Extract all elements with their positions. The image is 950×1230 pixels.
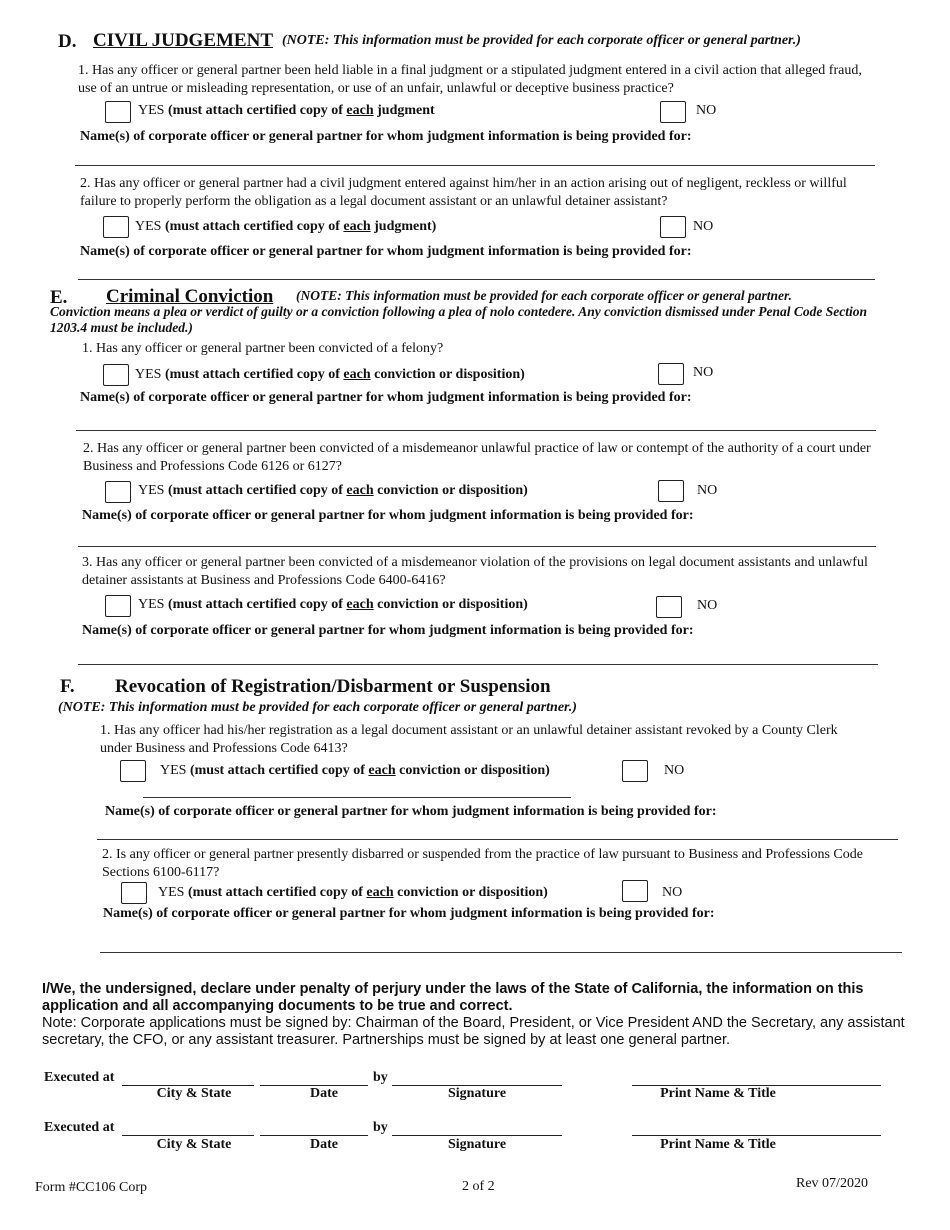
section-d-title: CIVIL JUDGEMENT: [93, 30, 273, 51]
date-caption-2: Date: [310, 1137, 338, 1152]
print-name-field-2[interactable]: [632, 1135, 881, 1136]
e-q2-yes-label: YES (must attach certified copy of each conviction or disposition): [138, 483, 528, 498]
section-e-question-1: 1. Has any officer or general partner been convicted of a felony?: [82, 341, 444, 356]
e-q1-yes-checkbox[interactable]: [103, 364, 129, 386]
d-q2-names-label: Name(s) of corporate officer or general partner for whom judgment information is being provided for:: [80, 244, 692, 259]
executed-at-label-1: Executed at: [44, 1070, 115, 1085]
f-q1-yes-checkbox[interactable]: [120, 760, 146, 782]
e-q2-no-label: NO: [697, 483, 718, 498]
section-e-question-3: 3. Has any officer or general partner been convicted of a misdemeanor violation of the provisions on legal document assistants and unlawful detainer assistants at Business and Professions Code 6400-6416?: [82, 555, 868, 588]
city-state-caption-2: City & State: [156, 1137, 232, 1152]
e-q1-yes-label: YES (must attach certified copy of each conviction or disposition): [135, 367, 525, 382]
declaration-note: Note: Corporate applications must be signed by: Chairman of the Board, President, or Vice President AND the Secretary, any assistant secretary, the CFO, or any assistant treasurer. Partnerships must be signed by at least one general partner.: [42, 1015, 905, 1048]
e-q3-names-line[interactable]: [78, 664, 878, 665]
d-q2-no-checkbox[interactable]: [660, 216, 686, 238]
f-q1-short-line: [143, 797, 571, 798]
print-name-caption-1: Print Name & Title: [660, 1086, 776, 1101]
d-q1-yes-label: YES (must attach certified copy of each judgment: [138, 103, 435, 118]
date-caption-1: Date: [310, 1086, 338, 1101]
signature-caption-2: Signature: [447, 1137, 507, 1152]
section-e-question-2: 2. Has any officer or general partner been convicted of a misdemeanor unlawful practice of law or contempt of the authority of a court under Business and Professions Code 6126 or 6127?: [83, 441, 871, 474]
f-q2-names-line[interactable]: [100, 952, 902, 953]
section-d-question-2: 2. Has any officer or general partner had a civil judgment entered against him/her in an action arising out of negligent, reckless or willful failure to properly perform the obligation as a legal document assistant or an unlawful detainer assistant?: [80, 176, 847, 209]
f-q1-yes-label: YES (must attach certified copy of each conviction or disposition): [160, 763, 550, 778]
f-q1-names-line[interactable]: [97, 839, 898, 840]
d-q2-no-label: NO: [693, 219, 714, 234]
d-q2-yes-checkbox[interactable]: [103, 216, 129, 238]
section-f-question-2: 2. Is any officer or general partner presently disbarred or suspended from the practice of law pursuant to Business and Professions Code Sections 6100-6117?: [102, 847, 863, 880]
e-q2-no-checkbox[interactable]: [658, 480, 684, 502]
section-f-title: Revocation of Registration/Disbarment or Suspension: [115, 676, 551, 697]
section-d-question-1: 1. Has any officer or general partner been held liable in a final judgment or a stipulated judgment entered in a civil action that alleged fraud, use of an untrue or misleading representation, or use of an unfair, unlawful or deceptive business practice?: [78, 63, 862, 96]
d-q2-yes-label: YES (must attach certified copy of each judgment): [135, 219, 437, 234]
print-name-caption-2: Print Name & Title: [660, 1137, 776, 1152]
section-d-letter: D.: [58, 31, 77, 52]
f-q1-no-checkbox[interactable]: [622, 760, 648, 782]
f-q1-names-label: Name(s) of corporate officer or general partner for whom judgment information is being provided for:: [105, 804, 717, 819]
d-q1-names-label: Name(s) of corporate officer or general partner for whom judgment information is being provided for:: [80, 129, 692, 144]
f-q1-no-label: NO: [664, 763, 685, 778]
e-q3-yes-label: YES (must attach certified copy of each conviction or disposition): [138, 597, 528, 612]
declaration: [42, 981, 910, 1049]
e-q3-names-label: Name(s) of corporate officer or general partner for whom judgment information is being provided for:: [82, 623, 694, 638]
e-q3-no-label: NO: [697, 598, 718, 613]
signature-field-2[interactable]: [392, 1135, 562, 1136]
e-q1-names-line[interactable]: [76, 430, 876, 431]
page-number: 2 of 2: [462, 1179, 495, 1194]
section-e-note: Conviction means a plea or verdict of guilty or a conviction following a plea of nolo contedere. Any conviction dismissed under Penal Code Section 1203.4 must be included.): [50, 304, 867, 335]
f-q2-no-label: NO: [662, 885, 683, 900]
e-q1-no-label: NO: [693, 365, 714, 380]
e-q3-no-checkbox[interactable]: [656, 596, 682, 618]
date-field-2[interactable]: [260, 1135, 368, 1136]
f-q2-names-label: Name(s) of corporate officer or general partner for whom judgment information is being provided for:: [103, 906, 715, 921]
e-q2-names-label: Name(s) of corporate officer or general partner for whom judgment information is being provided for:: [82, 508, 694, 523]
f-q2-yes-checkbox[interactable]: [121, 882, 147, 904]
e-q1-names-label: Name(s) of corporate officer or general partner for whom judgment information is being provided for:: [80, 390, 692, 405]
e-q3-yes-checkbox[interactable]: [105, 595, 131, 617]
d-q1-yes-checkbox[interactable]: [105, 101, 131, 123]
d-q1-names-line[interactable]: [75, 165, 875, 166]
city-state-caption-1: City & State: [156, 1086, 232, 1101]
city-state-field-2[interactable]: [122, 1135, 254, 1136]
d-q1-no-checkbox[interactable]: [660, 101, 686, 123]
signature-caption-1: Signature: [447, 1086, 507, 1101]
section-e-title: Criminal Conviction: [106, 286, 274, 307]
section-e-letter: E.: [50, 287, 68, 308]
section-f-note: (NOTE: This information must be provided for each corporate officer or general partner.): [58, 700, 577, 715]
e-q2-names-line[interactable]: [78, 546, 876, 547]
section-e-note-lead: (NOTE: This information must be provided for each corporate officer or general partner.: [296, 288, 792, 303]
section-d-note: (NOTE: This information must be provided for each corporate officer or general partner.): [282, 33, 801, 48]
declaration-statement: I/We, the undersigned, declare under penalty of perjury under the laws of the State of California, the information on this application and all accompanying documents to be true and correct.: [42, 981, 864, 1014]
by-label-1: by: [373, 1070, 388, 1085]
executed-at-label-2: Executed at: [44, 1120, 115, 1135]
d-q1-no-label: NO: [696, 103, 717, 118]
f-q2-no-checkbox[interactable]: [622, 880, 648, 902]
f-q2-yes-label: YES (must attach certified copy of each conviction or disposition): [158, 885, 548, 900]
d-q2-names-line[interactable]: [78, 279, 875, 280]
section-f-letter: F.: [60, 676, 75, 697]
e-q1-no-checkbox[interactable]: [658, 363, 684, 385]
revision-date: Rev 07/2020: [796, 1176, 868, 1191]
form-number: Form #CC106 Corp: [35, 1180, 148, 1195]
e-q2-yes-checkbox[interactable]: [105, 481, 131, 503]
section-f-question-1: 1. Has any officer had his/her registration as a legal document assistant or an unlawful detainer assistant revoked by a County Clerk under Business and Professions Code 6413?: [100, 723, 838, 756]
by-label-2: by: [373, 1120, 388, 1135]
